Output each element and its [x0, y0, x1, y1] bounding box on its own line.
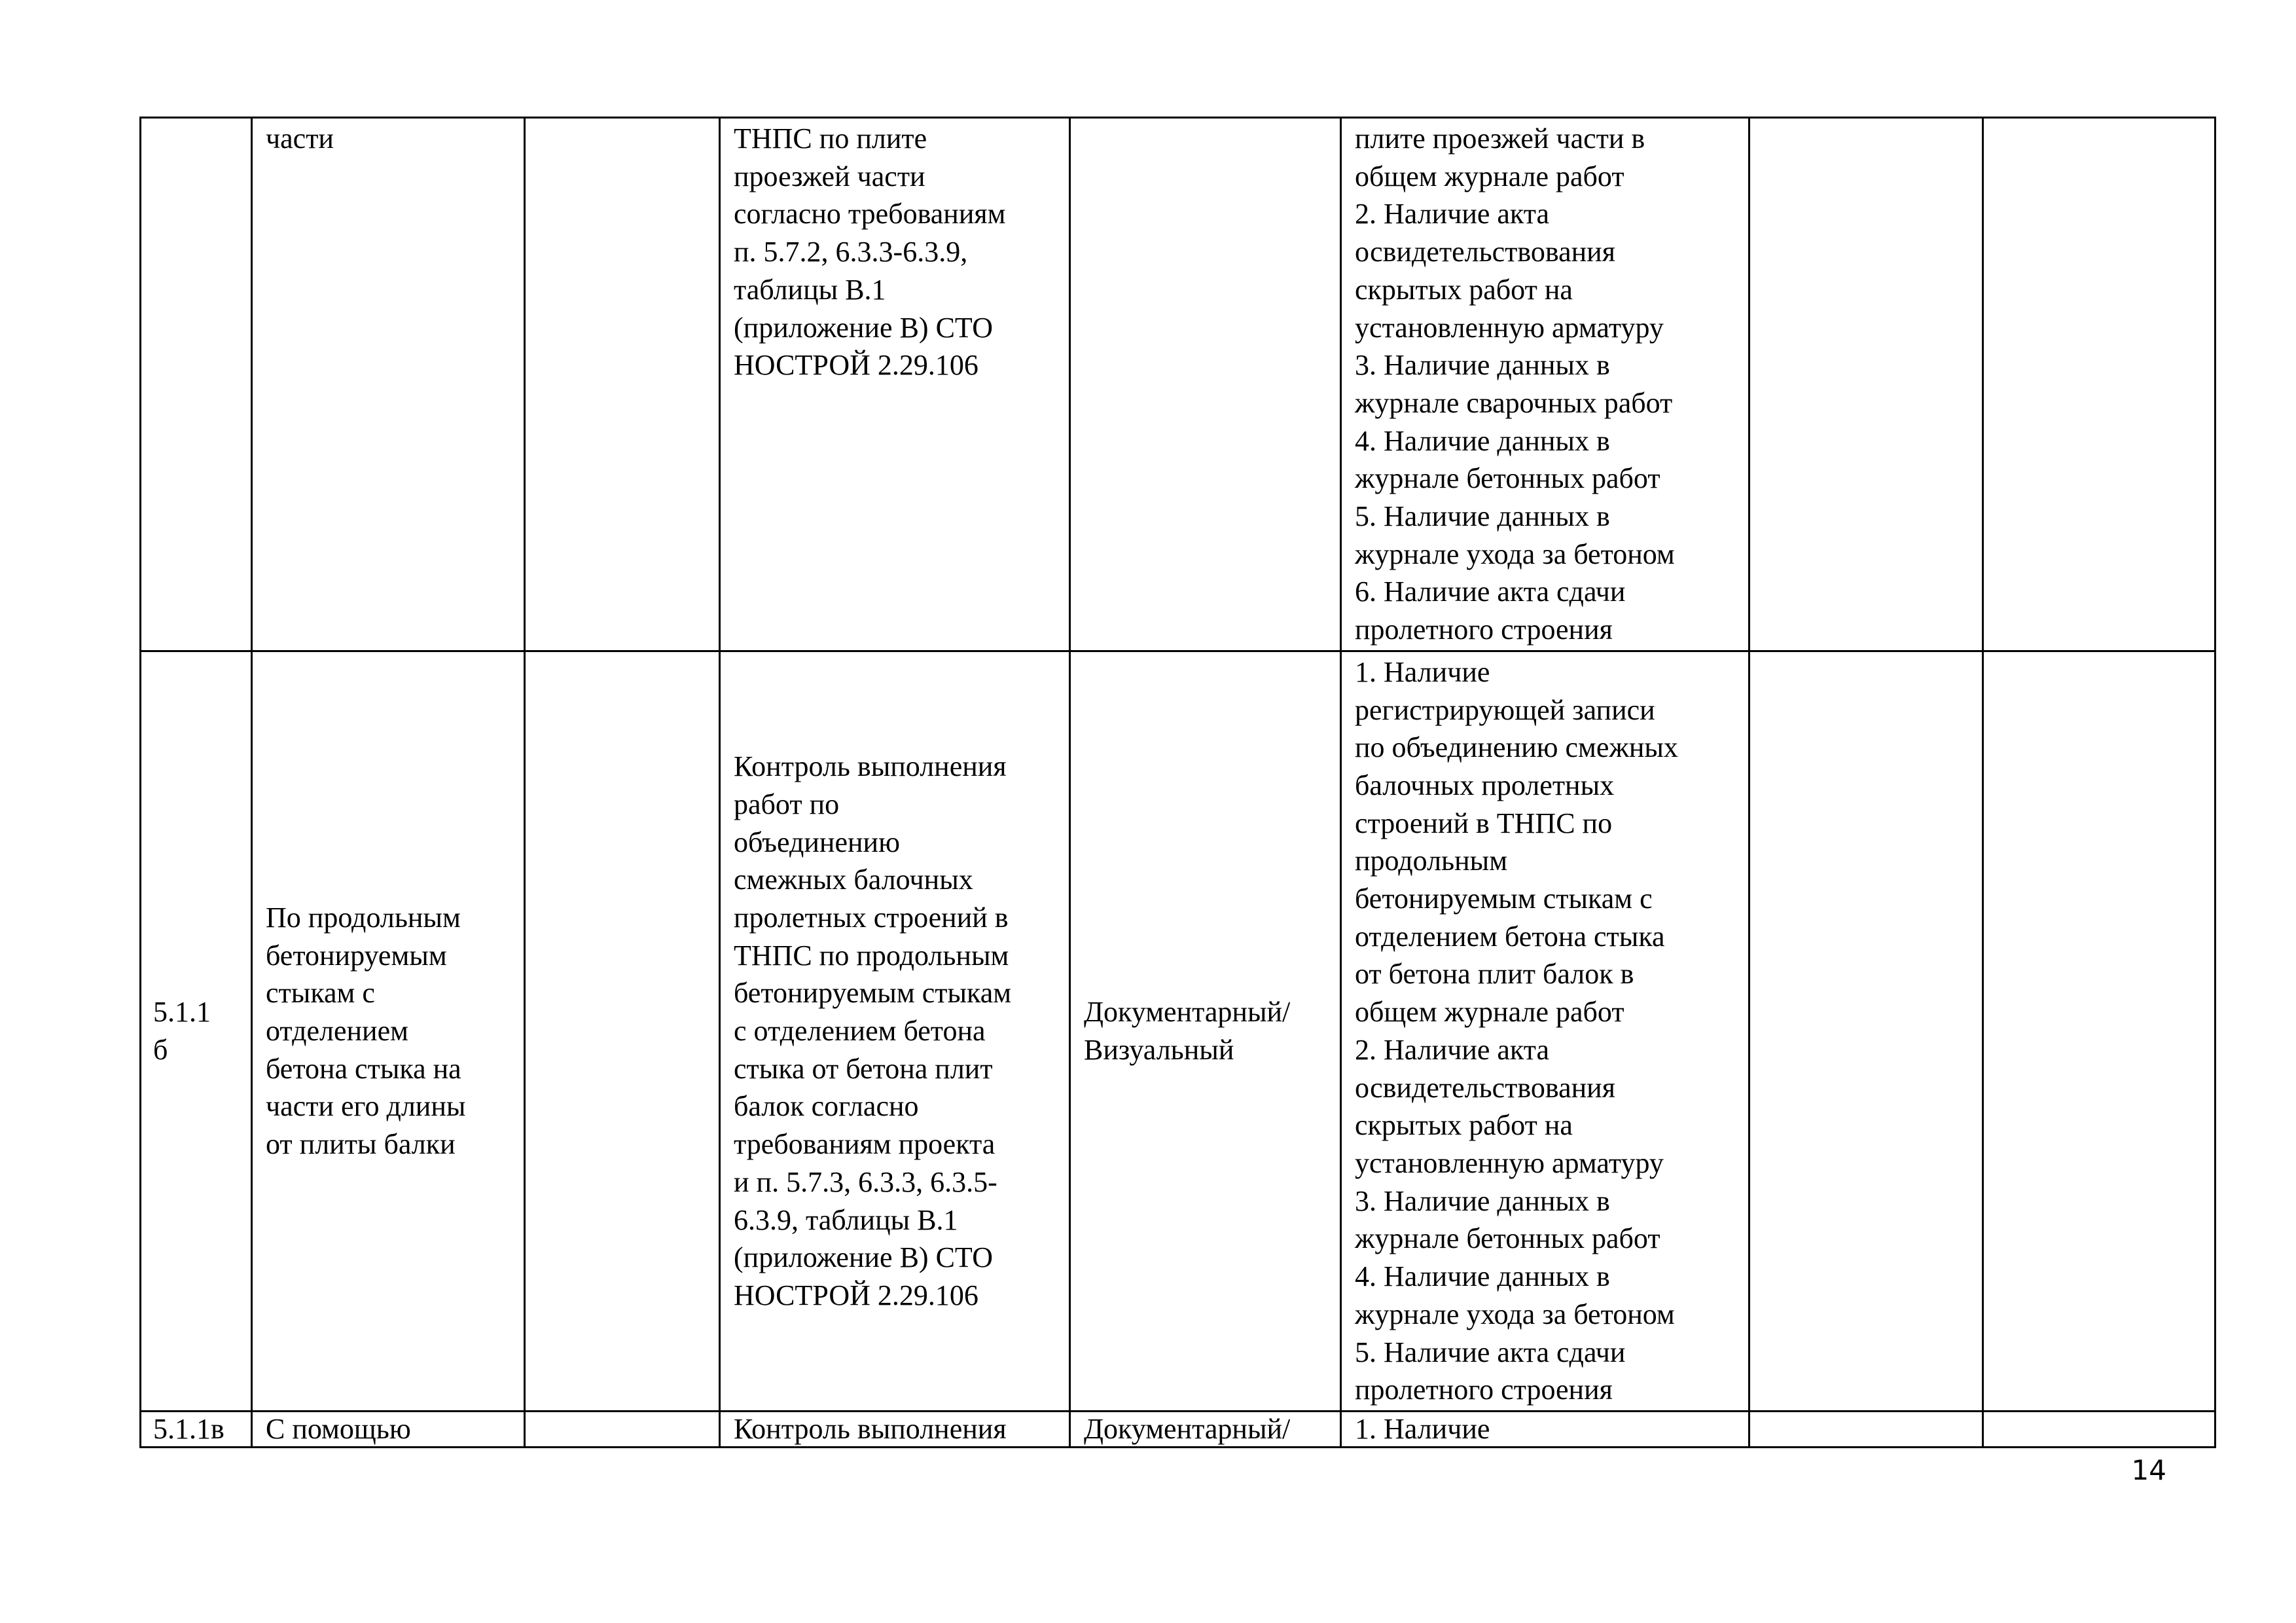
empty-cell [525, 118, 720, 651]
table-row [141, 118, 2215, 651]
control-description-cell: ТНПС по плите проезжей части согласно требованиям п. 5.7.2, 6.3.3-6.3.9, таблицы В.1 (приложение В) СТО НОСТРОЙ 2.29.106 [720, 118, 1070, 651]
control-method-cell: Документарный/ Визуальный [1070, 651, 1341, 1411]
documents-cell: плите проезжей части в общем журнале работ 2. Наличие акта освидетельствования скрытых работ на установленную арматуру 3. Наличие данных в журнале сварочных работ 4. Наличие данных в журнале бетонных работ 5. Наличие данных в журнале ухода за бетоном 6. Наличие акта сдачи пролетного строения [1341, 118, 1749, 651]
empty-cell [1749, 651, 1983, 1411]
control-method-cell [1070, 118, 1341, 651]
empty-cell [1983, 651, 2215, 1411]
item-number-cell [141, 118, 252, 651]
control-object-cell: части [252, 118, 525, 651]
item-number-cell: 5.1.1 б [141, 651, 252, 1411]
empty-cell [1983, 118, 2215, 651]
table-row [141, 1411, 2215, 1447]
inspection-table [139, 117, 2216, 1448]
control-object-cell: По продольным бетонируемым стыкам с отделением бетона стыка на части его длины от плиты балки [252, 651, 525, 1411]
page-number: 14 [2131, 1454, 2166, 1486]
control-method-cell: Документарный/ [1070, 1411, 1341, 1447]
documents-cell: 1. Наличие регистрирующей записи по объединению смежных балочных пролетных строений в ТНПС по продольным бетонируемым стыкам с отделением бетона стыка от бетона плит балок в общем журнале работ 2. Наличие акта освидетельствования скрытых работ на установленную арматуру 3. Наличие данных в журнале бетонных работ 4. Наличие данных в журнале ухода за бетоном 5. Наличие акта сдачи пролетного строения [1341, 651, 1749, 1411]
empty-cell [1749, 1411, 1983, 1447]
empty-cell [1749, 118, 1983, 651]
control-description-cell: Контроль выполнения работ по объединению смежных балочных пролетных строений в ТНПС по продольным бетонируемым стыкам с отделением бетона стыка от бетона плит балок согласно требованиям проекта и п. 5.7.3, 6.3.3, 6.3.5- 6.3.9, таблицы В.1 (приложение В) СТО НОСТРОЙ 2.29.106 [720, 651, 1070, 1411]
table-row [141, 651, 2215, 1411]
documents-cell: 1. Наличие [1341, 1411, 1749, 1447]
empty-cell [525, 651, 720, 1411]
control-description-cell: Контроль выполнения [720, 1411, 1070, 1447]
empty-cell [525, 1411, 720, 1447]
empty-cell [1983, 1411, 2215, 1447]
item-number-cell: 5.1.1в [141, 1411, 252, 1447]
control-object-cell: С помощью [252, 1411, 525, 1447]
